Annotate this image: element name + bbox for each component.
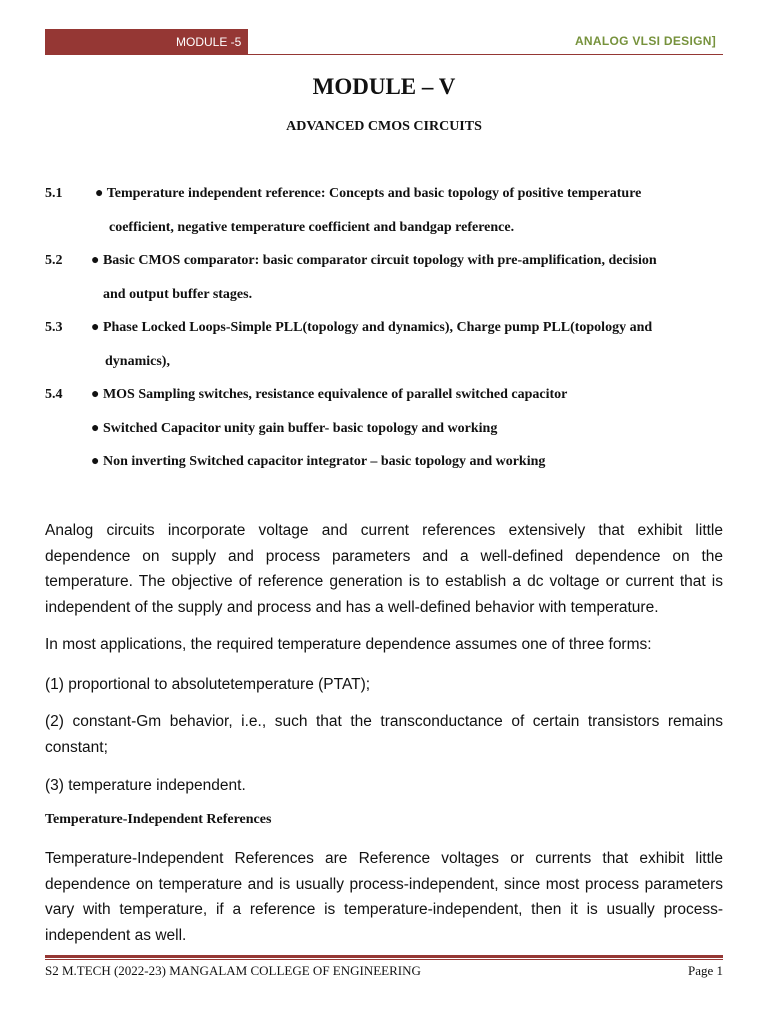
syllabus-number: 5.2	[45, 253, 63, 268]
syllabus-line: ● Non inverting Switched capacitor integrator – basic topology and working	[91, 454, 546, 469]
syllabus-line: and output buffer stages.	[103, 287, 253, 302]
page-title: MODULE – V	[312, 74, 456, 99]
section-heading: Temperature-Independent References	[45, 812, 272, 827]
header-divider	[248, 54, 723, 55]
syllabus-line: ● Temperature independent reference: Concepts and basic topology of positive temperature	[95, 186, 642, 201]
syllabus-number: 5.1	[45, 186, 63, 201]
footer-divider-thin	[45, 959, 723, 960]
syllabus-line: ● Phase Locked Loops-Simple PLL(topology and dynamics), Charge pump PLL(topology and	[91, 320, 653, 335]
page-subtitle: ADVANCED CMOS CIRCUITS	[286, 119, 482, 134]
paragraph: (2) constant-Gm behavior, i.e., such that the transconductance of certain transistors remains constant;	[45, 713, 723, 756]
syllabus-line: ● Switched Capacitor unity gain buffer- basic topology and working	[91, 421, 498, 436]
paragraph: (1) proportional to absolutetemperature (PTAT);	[45, 676, 371, 693]
paragraph: Temperature-Independent References are Reference voltages or currents that exhibit little dependence on temperature and is usually process-independent, since most process parameters vary with temperature, if a reference is temperature-independent, then it is usually process-independent as well.	[45, 850, 723, 944]
header-course-title: ANALOG VLSI DESIGN]	[574, 34, 716, 48]
syllabus-number: 5.3	[45, 320, 63, 335]
syllabus-number: 5.4	[45, 387, 63, 402]
paragraph: In most applications, the required temperature dependence assumes one of three forms:	[45, 636, 652, 653]
syllabus-line: coefficient, negative temperature coefficient and bandgap reference.	[109, 220, 515, 235]
header-module-label: MODULE -5	[176, 35, 242, 49]
syllabus-line: ● Basic CMOS comparator: basic comparator circuit topology with pre-amplification, decision	[91, 253, 657, 268]
syllabus-line: ● MOS Sampling switches, resistance equivalence of parallel switched capacitor	[91, 387, 568, 402]
page-number: Page 1	[687, 963, 723, 978]
footer-institution: S2 M.TECH (2022-23) MANGALAM COLLEGE OF ENGINEERING	[45, 963, 421, 978]
paragraph: (3) temperature independent.	[45, 777, 246, 794]
syllabus-line: dynamics),	[105, 354, 170, 369]
paragraph: Analog circuits incorporate voltage and current references extensively that exhibit little dependence on supply and process parameters and a well-defined dependence on the temperature. The objective of reference generation is to establish a dc voltage or current that is independent of the supply and process and has a well-defined behavior with temperature.	[45, 522, 723, 616]
footer-divider	[45, 955, 723, 958]
